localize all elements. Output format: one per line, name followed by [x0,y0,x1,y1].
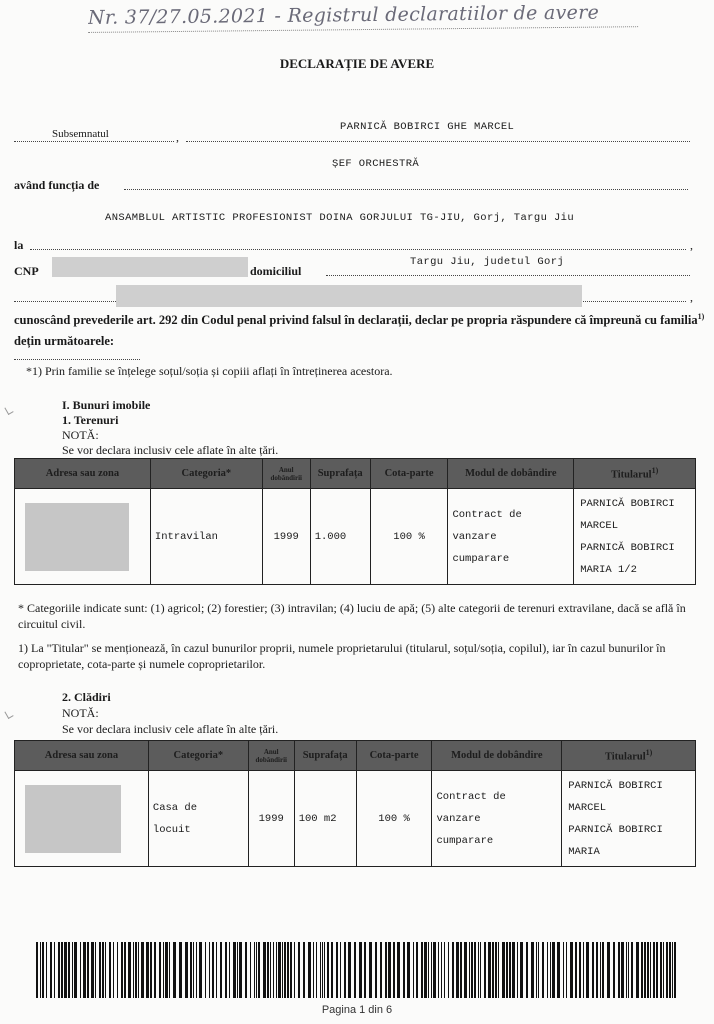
page-number: Pagina 1 din 6 [321,1004,393,1016]
barcode-bar [674,942,676,998]
land-table [14,458,696,585]
column-header: Suprafața [294,741,356,771]
category-footnote: * Categoriile indicate sunt: (1) agricol; (2) forestier; (3) intravilan; (4) luciu de apă; (5) alte categorii de terenuri extravilane, dacă se află în circuitul civil. [18,601,686,631]
share-cell: 100 % [356,771,432,867]
note-label: NOTĂ: [62,428,99,442]
address-cell [15,489,151,585]
year-cell: 1999 [248,771,294,867]
subsemnatul-label: Subsemnatul [52,128,109,140]
buildings-table [14,740,696,867]
barcode [36,942,678,998]
note-label: NOTĂ: [62,706,99,720]
dotted-line [186,140,690,142]
column-header: Categoria* [150,459,262,489]
share-cell: 100 % [370,489,448,585]
subsection-title-land: 1. Terenuri [62,413,119,427]
family-footnote: *1) Prin familie se înțelege soțul/soția și copiii aflați în întreținerea acestora. [26,364,393,378]
function-value: ȘEF ORCHESTRĂ [332,158,420,170]
column-header: Titularul$^{1)}$ [562,741,696,771]
acquisition-cell: Contract de vanzare cumparare [448,489,574,585]
category-cell: Casa de locuit [148,771,248,867]
area-cell: 100 m2 [294,771,356,867]
category-cell: Intravilan [150,489,262,585]
holder-cell: PARNICĂ BOBIRCI MARCEL PARNICĂ BOBIRCI MARIA [562,771,696,867]
address-redaction [116,285,582,307]
section-title: I. Bunuri imobile [62,398,151,412]
address-redaction [25,785,121,853]
dotted-line [14,358,140,360]
cnp-redaction [52,257,248,277]
address-cell [15,771,149,867]
scan-mark [4,405,13,415]
column-header: Modul de dobândire [448,459,574,489]
address-redaction [25,503,129,571]
column-header: Cota-parte [370,459,448,489]
la-label: la [14,238,24,252]
column-header: Titularul$^{1)}$ [574,459,696,489]
declaration-sup: 1) [697,312,705,321]
declaration-text [14,306,706,352]
year-cell: 1999 [262,489,310,585]
institution-value: ANSAMBLUL ARTISTIC PROFESIONIST DOINA GORJULUI TG-JIU, Gorj, Targu Jiu [105,212,575,224]
table-row [15,771,696,867]
comma: , [690,238,693,252]
functia-label: având funcția de [14,178,100,192]
holder-footnote: 1) La "Titular" se menționează, în cazul bunurilor proprii, numele proprietarului (titularul, soțul/soția, copilul), iar în cazul bunurilor în coproprietate, cota-parte și numele coproprietarilor. [18,641,666,671]
dotted-line [14,140,174,142]
acquisition-cell: Contract de vanzare cumparare [432,771,562,867]
column-header: Adresa sau zona [15,741,149,771]
document-title: DECLARAȚIE DE AVERE [279,56,435,71]
cnp-label: CNP [14,264,39,278]
column-header: Suprafața [310,459,370,489]
table-header-row [15,459,696,489]
handwritten-registry-note: Nr. 37/27.05.2021 - Registrul declaratiilor de avere [88,1,648,37]
table-row [15,489,696,585]
column-header: Modul de dobândire [432,741,562,771]
column-header: Cota-parte [356,741,432,771]
comma: , [176,130,179,144]
dotted-line [30,248,686,250]
column-header: Anul dobândirii [262,459,310,489]
declaration-end: dețin următoarele: [14,334,115,349]
domicile-value: Targu Jiu, judetul Gorj [410,256,565,268]
dotted-line [326,274,690,276]
area-cell: 1.000 [310,489,370,585]
dotted-line [124,188,688,190]
note-text: Se vor declara inclusiv cele aflate în alte țări. [62,722,279,736]
domiciliul-label: domiciliul [250,264,302,278]
subsection-title-buildings: 2. Clădiri [62,690,111,704]
declarant-name: PARNICĂ BOBIRCI GHE MARCEL [340,121,515,133]
column-header: Categoria* [148,741,248,771]
scan-mark [4,709,13,719]
declaration-body: cunoscând prevederile art. 292 din Codul penal privind falsul în declarații, declar pe propria răspundere că împreună cu familia [14,313,698,328]
holder-cell: PARNICĂ BOBIRCI MARCEL PARNICĂ BOBIRCI MARIA 1/2 [574,489,696,585]
note-text: Se vor declara inclusiv cele aflate în alte țări. [62,443,279,457]
comma: , [690,290,693,304]
table-header-row [15,741,696,771]
column-header: Adresa sau zona [15,459,151,489]
column-header: Anul dobândirii [248,741,294,771]
